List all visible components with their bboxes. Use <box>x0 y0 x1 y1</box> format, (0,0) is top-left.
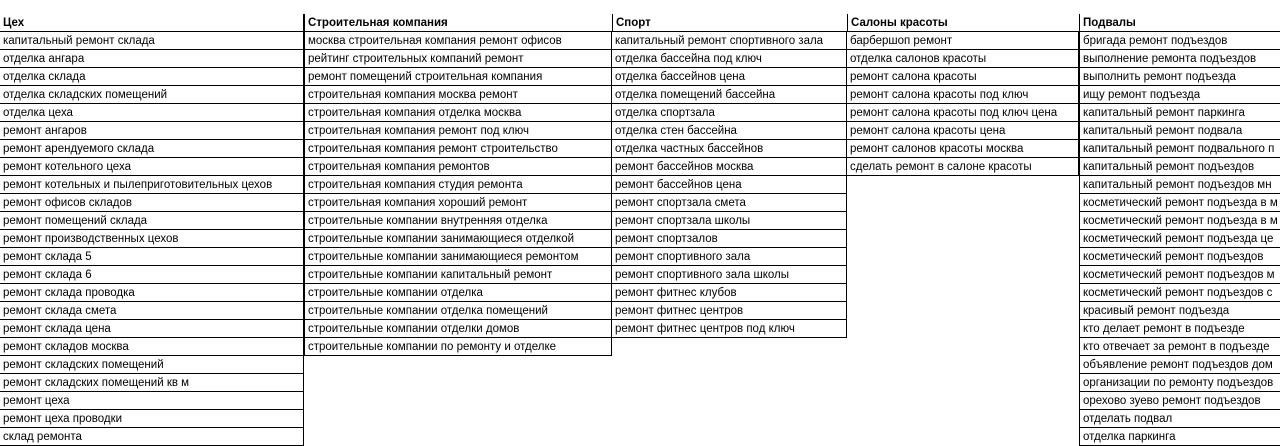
table-cell[interactable]: ремонт котельного цеха <box>0 158 303 176</box>
table-cell[interactable]: ремонт салона красоты под ключ цена <box>847 104 1078 122</box>
table-cell[interactable]: ремонт склада 5 <box>0 248 303 266</box>
table-cell[interactable]: капитальный ремонт спортивного зала <box>612 32 846 50</box>
table-cell[interactable]: ремонт спортзала школы <box>612 212 846 230</box>
table-cell[interactable]: ремонт склада цена <box>0 320 303 338</box>
table-cell[interactable]: строительные компании внутренняя отделка <box>305 212 611 230</box>
table-cell[interactable]: строительная компания москва ремонт <box>305 86 611 104</box>
table-cell[interactable]: отделка цеха <box>0 104 303 122</box>
column-salony-krasoty <box>847 14 1079 176</box>
table-cell[interactable]: склад ремонта <box>0 428 303 446</box>
table-cell[interactable]: ремонт котельных и пылеприготовительных цехов <box>0 176 303 194</box>
column-stroitelnaya-kompaniya <box>304 14 612 356</box>
table-cell[interactable]: капитальный ремонт подъездов <box>1080 158 1280 176</box>
table-cell[interactable]: ремонт цеха <box>0 392 303 410</box>
column-header[interactable]: Салоны красоты <box>847 14 1079 32</box>
table-cell[interactable]: ремонт салона красоты <box>847 68 1078 86</box>
column-header[interactable]: Спорт <box>612 14 847 32</box>
table-cell[interactable]: ремонт складских помещений <box>0 356 303 374</box>
table-cell[interactable]: строительная компания ремонтов <box>305 158 611 176</box>
table-cell[interactable]: строительная компания ремонт под ключ <box>305 122 611 140</box>
table-cell[interactable]: строительная компания студия ремонта <box>305 176 611 194</box>
table-cell[interactable]: ремонт арендуемого склада <box>0 140 303 158</box>
table-cell[interactable]: косметический ремонт подъезда в м <box>1080 194 1280 212</box>
column-tseh <box>0 14 304 446</box>
table-cell[interactable]: отделка складских помещений <box>0 86 303 104</box>
table-cell[interactable]: ремонт производственных цехов <box>0 230 303 248</box>
table-cell[interactable]: выполнить ремонт подъезда <box>1080 68 1280 86</box>
table-cell[interactable]: ремонт офисов складов <box>0 194 303 212</box>
table-cell[interactable]: отделка помещений бассейна <box>612 86 846 104</box>
table-cell[interactable]: строительные компании занимающиеся отделкой <box>305 230 611 248</box>
table-cell[interactable]: капитальный ремонт подвального п <box>1080 140 1280 158</box>
table-cell[interactable]: отделка бассейна под ключ <box>612 50 846 68</box>
table-cell[interactable]: отделка частных бассейнов <box>612 140 846 158</box>
table-cell[interactable]: ищу ремонт подъезда <box>1080 86 1280 104</box>
table-cell[interactable]: ремонт спортивного зала школы <box>612 266 846 284</box>
table-cell[interactable]: ремонт склада смета <box>0 302 303 320</box>
column-header[interactable]: Подвалы <box>1079 14 1280 32</box>
table-cell[interactable]: отделать подвал <box>1080 410 1280 428</box>
table-cell[interactable]: ремонт салона красоты под ключ <box>847 86 1078 104</box>
table-cell[interactable]: строительные компании отделка <box>305 284 611 302</box>
table-cell[interactable]: строительная компания ремонт строительство <box>305 140 611 158</box>
table-cell[interactable]: ремонт фитнес клубов <box>612 284 846 302</box>
table-cell[interactable]: косметический ремонт подъездов с <box>1080 284 1280 302</box>
table-cell[interactable]: ремонт спортзалов <box>612 230 846 248</box>
table-cell[interactable]: организации по ремонту подъездов <box>1080 374 1280 392</box>
table-cell[interactable]: строительные компании занимающиеся ремонтом <box>305 248 611 266</box>
column-header[interactable]: Строительная компания <box>304 14 612 32</box>
table-cell[interactable]: отделка ангара <box>0 50 303 68</box>
table-cell[interactable]: ремонт фитнес центров под ключ <box>612 320 846 338</box>
table-cell[interactable]: барбершоп ремонт <box>847 32 1078 50</box>
table-cell[interactable]: косметический ремонт подъезда це <box>1080 230 1280 248</box>
table-cell[interactable]: кто отвечает за ремонт в подъезде <box>1080 338 1280 356</box>
table-cell[interactable]: строительные компании капитальный ремонт <box>305 266 611 284</box>
table-cell[interactable]: ремонт складских помещений кв м <box>0 374 303 392</box>
table-cell[interactable]: капитальный ремонт подвала <box>1080 122 1280 140</box>
table-cell[interactable]: капитальный ремонт паркинга <box>1080 104 1280 122</box>
table-cell[interactable]: косметический ремонт подъездов <box>1080 248 1280 266</box>
table-cell[interactable]: москва строительная компания ремонт офисов <box>305 32 611 50</box>
table-cell[interactable]: капитальный ремонт склада <box>0 32 303 50</box>
table-cell[interactable]: ремонт салона красоты цена <box>847 122 1078 140</box>
table-cell[interactable]: ремонт склада проводка <box>0 284 303 302</box>
table-cell[interactable]: ремонт бассейнов москва <box>612 158 846 176</box>
table-cell[interactable]: ремонт помещений строительная компания <box>305 68 611 86</box>
table-cell[interactable]: красивый ремонт подъезда <box>1080 302 1280 320</box>
table-cell[interactable]: строительные компании отделка помещений <box>305 302 611 320</box>
table-cell[interactable]: ремонт спортивного зала <box>612 248 846 266</box>
column-body <box>0 32 303 446</box>
table-cell[interactable]: косметический ремонт подъездов м <box>1080 266 1280 284</box>
table-cell[interactable]: ремонт склада 6 <box>0 266 303 284</box>
table-cell[interactable]: орехово зуево ремонт подъездов <box>1080 392 1280 410</box>
table-cell[interactable]: ремонт салонов красоты москва <box>847 140 1078 158</box>
table-cell[interactable]: строительная компания отделка москва <box>305 104 611 122</box>
table-cell[interactable]: отделка склада <box>0 68 303 86</box>
table-cell[interactable]: бригада ремонт подъездов <box>1080 32 1280 50</box>
table-cell[interactable]: косметический ремонт подъезда в м <box>1080 212 1280 230</box>
table-cell[interactable]: строительная компания хороший ремонт <box>305 194 611 212</box>
table-cell[interactable]: отделка паркинга <box>1080 428 1280 446</box>
table-cell[interactable]: отделка спортзала <box>612 104 846 122</box>
table-cell[interactable]: ремонт бассейнов цена <box>612 176 846 194</box>
table-cell[interactable]: ремонт помещений склада <box>0 212 303 230</box>
column-body <box>1079 32 1280 446</box>
table-cell[interactable]: отделка стен бассейна <box>612 122 846 140</box>
table-cell[interactable]: строительные компании по ремонту и отделке <box>305 338 611 356</box>
table-cell[interactable]: ремонт цеха проводки <box>0 410 303 428</box>
column-header[interactable]: Цех <box>0 14 303 32</box>
table-cell[interactable]: ремонт ангаров <box>0 122 303 140</box>
table-cell[interactable]: ремонт складов москва <box>0 338 303 356</box>
table-cell[interactable]: отделка салонов красоты <box>847 50 1078 68</box>
column-sport <box>612 14 847 338</box>
table-cell[interactable]: объявление ремонт подъездов дом <box>1080 356 1280 374</box>
table-cell[interactable]: выполнение ремонта подъездов <box>1080 50 1280 68</box>
column-podvaly <box>1079 14 1280 446</box>
table-cell[interactable]: ремонт фитнес центров <box>612 302 846 320</box>
table-cell[interactable]: рейтинг строительных компаний ремонт <box>305 50 611 68</box>
table-cell[interactable]: ремонт спортзала смета <box>612 194 846 212</box>
column-body <box>847 32 1079 176</box>
column-body <box>304 32 612 356</box>
table-cell[interactable]: сделать ремонт в салоне красоты <box>847 158 1078 176</box>
table-cell[interactable]: отделка бассейнов цена <box>612 68 846 86</box>
table-cell[interactable]: капитальный ремонт подъездов мн <box>1080 176 1280 194</box>
table-cell[interactable]: строительные компании отделки домов <box>305 320 611 338</box>
column-body <box>612 32 847 338</box>
table-cell[interactable]: кто делает ремонт в подъезде <box>1080 320 1280 338</box>
